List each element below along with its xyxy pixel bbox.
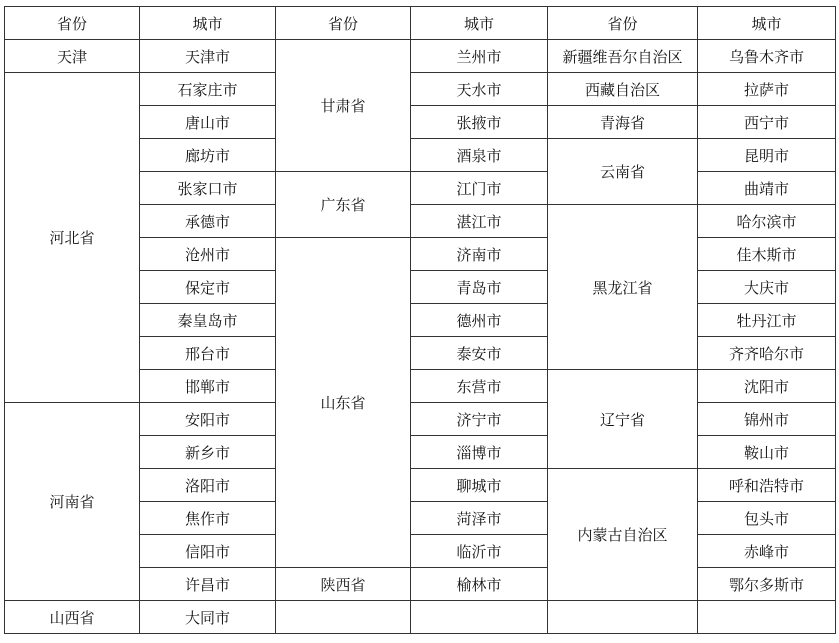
city-cell: 大庆市 — [698, 271, 836, 304]
city-cell: 沧州市 — [140, 238, 276, 271]
header-province-2: 省份 — [276, 7, 411, 40]
province-cell: 天津 — [5, 40, 140, 73]
city-cell: 信阳市 — [140, 535, 276, 568]
city-cell: 乌鲁木齐市 — [698, 40, 836, 73]
city-cell: 酒泉市 — [411, 139, 548, 172]
city-cell: 临沂市 — [411, 535, 548, 568]
table-row — [5, 40, 836, 73]
city-cell: 新乡市 — [140, 436, 276, 469]
city-cell: 呼和浩特市 — [698, 469, 836, 502]
city-cell: 齐齐哈尔市 — [698, 337, 836, 370]
province-cell: 新疆维吾尔自治区 — [548, 40, 698, 73]
province-cell: 甘肃省 — [276, 40, 411, 172]
table-row — [5, 601, 836, 634]
city-cell: 许昌市 — [140, 568, 276, 601]
city-cell: 牡丹江市 — [698, 304, 836, 337]
city-cell: 沈阳市 — [698, 370, 836, 403]
city-cell: 天水市 — [411, 73, 548, 106]
city-cell: 包头市 — [698, 502, 836, 535]
city-cell: 江门市 — [411, 172, 548, 205]
city-cell: 廊坊市 — [140, 139, 276, 172]
city-cell: 兰州市 — [411, 40, 548, 73]
city-cell: 赤峰市 — [698, 535, 836, 568]
city-cell: 淄博市 — [411, 436, 548, 469]
header-row — [5, 7, 836, 40]
city-cell: 保定市 — [140, 271, 276, 304]
city-cell: 榆林市 — [411, 568, 548, 601]
table-row — [5, 73, 836, 106]
city-cell: 济南市 — [411, 238, 548, 271]
province-cell: 陕西省 — [276, 568, 411, 601]
city-cell — [698, 601, 836, 634]
province-cell: 辽宁省 — [548, 370, 698, 469]
city-cell: 德州市 — [411, 304, 548, 337]
city-cell: 张掖市 — [411, 106, 548, 139]
city-cell: 锦州市 — [698, 403, 836, 436]
city-cell: 聊城市 — [411, 469, 548, 502]
city-cell: 曲靖市 — [698, 172, 836, 205]
city-cell: 唐山市 — [140, 106, 276, 139]
province-cell — [548, 601, 698, 634]
city-cell: 泰安市 — [411, 337, 548, 370]
table-body — [5, 7, 836, 634]
city-cell: 承德市 — [140, 205, 276, 238]
province-cell: 西藏自治区 — [548, 73, 698, 106]
province-cell: 青海省 — [548, 106, 698, 139]
header-province-1: 省份 — [5, 7, 140, 40]
city-cell: 大同市 — [140, 601, 276, 634]
city-cell: 菏泽市 — [411, 502, 548, 535]
header-city-3: 城市 — [698, 7, 836, 40]
city-cell — [411, 601, 548, 634]
city-cell: 鞍山市 — [698, 436, 836, 469]
province-cell: 云南省 — [548, 139, 698, 205]
city-cell: 邯郸市 — [140, 370, 276, 403]
city-cell: 济宁市 — [411, 403, 548, 436]
city-cell: 哈尔滨市 — [698, 205, 836, 238]
city-cell: 鄂尔多斯市 — [698, 568, 836, 601]
city-cell: 秦皇岛市 — [140, 304, 276, 337]
city-cell: 昆明市 — [698, 139, 836, 172]
city-cell: 安阳市 — [140, 403, 276, 436]
city-cell: 焦作市 — [140, 502, 276, 535]
province-cell: 黑龙江省 — [548, 205, 698, 370]
city-cell: 拉萨市 — [698, 73, 836, 106]
city-cell: 邢台市 — [140, 337, 276, 370]
city-cell: 洛阳市 — [140, 469, 276, 502]
province-cell: 内蒙古自治区 — [548, 469, 698, 601]
city-cell: 青岛市 — [411, 271, 548, 304]
header-city-2: 城市 — [411, 7, 548, 40]
city-cell: 天津市 — [140, 40, 276, 73]
city-cell: 石家庄市 — [140, 73, 276, 106]
city-cell: 东营市 — [411, 370, 548, 403]
city-cell: 西宁市 — [698, 106, 836, 139]
header-province-3: 省份 — [548, 7, 698, 40]
province-cell: 河南省 — [5, 403, 140, 601]
header-city-1: 城市 — [140, 7, 276, 40]
province-cell: 山西省 — [5, 601, 140, 634]
city-cell: 张家口市 — [140, 172, 276, 205]
city-cell: 湛江市 — [411, 205, 548, 238]
province-city-table — [4, 6, 836, 634]
province-cell: 山东省 — [276, 238, 411, 568]
province-cell: 广东省 — [276, 172, 411, 238]
city-cell: 佳木斯市 — [698, 238, 836, 271]
province-cell: 河北省 — [5, 73, 140, 403]
province-cell — [276, 601, 411, 634]
table-row — [5, 403, 836, 436]
